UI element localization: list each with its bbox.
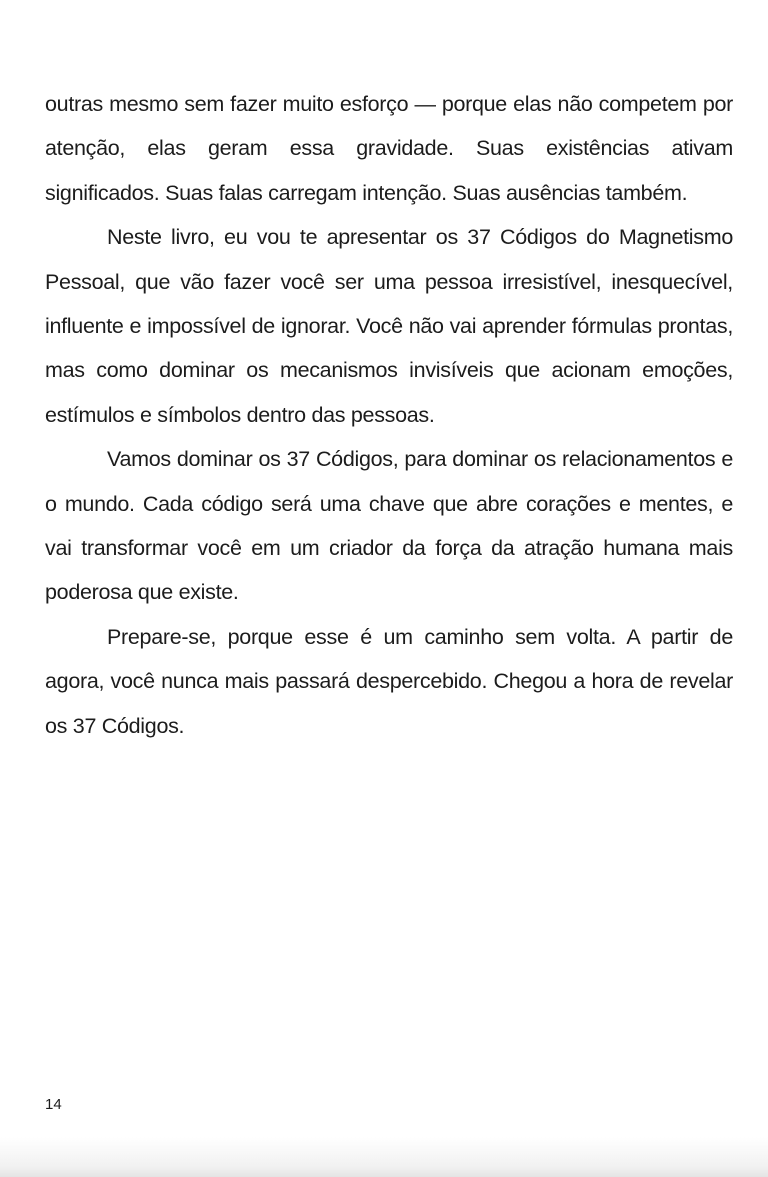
body-text: [45, 82, 733, 748]
paragraph-continued: outras mesmo sem fazer muito esforço — porque elas não competem por atenção, elas geram essa gravidade. Suas existências ativam significados. Suas falas carregam intenção. Suas ausências também.: [45, 92, 733, 205]
page-number: 14: [45, 1096, 62, 1113]
paragraph-prepare: Prepare-se, porque esse é um caminho sem volta. A partir de agora, você nunca mais passará despercebido. Chegou a hora de revelar os 37 Códigos.: [45, 624, 733, 738]
page-bottom-shadow: [0, 1137, 768, 1177]
paragraph-codes: Vamos dominar os 37 Códigos, para dominar os relacionamentos e o mundo. Cada código será uma chave que abre corações e mentes, e vai transformar você em um criador da força da atração humana mais poderosa que existe.: [45, 447, 733, 605]
paragraph-intro-book: Neste livro, eu vou te apresentar os 37 Códigos do Magnetismo Pessoal, que vão fazer você ser uma pessoa irresistível, inesquecível, influente e impossível de ignorar. Você não vai aprender fórmulas prontas, mas como dominar os mecanismos invisíveis que acionam emoções, estímulos e símbolos dentro das pessoas.: [45, 225, 733, 427]
